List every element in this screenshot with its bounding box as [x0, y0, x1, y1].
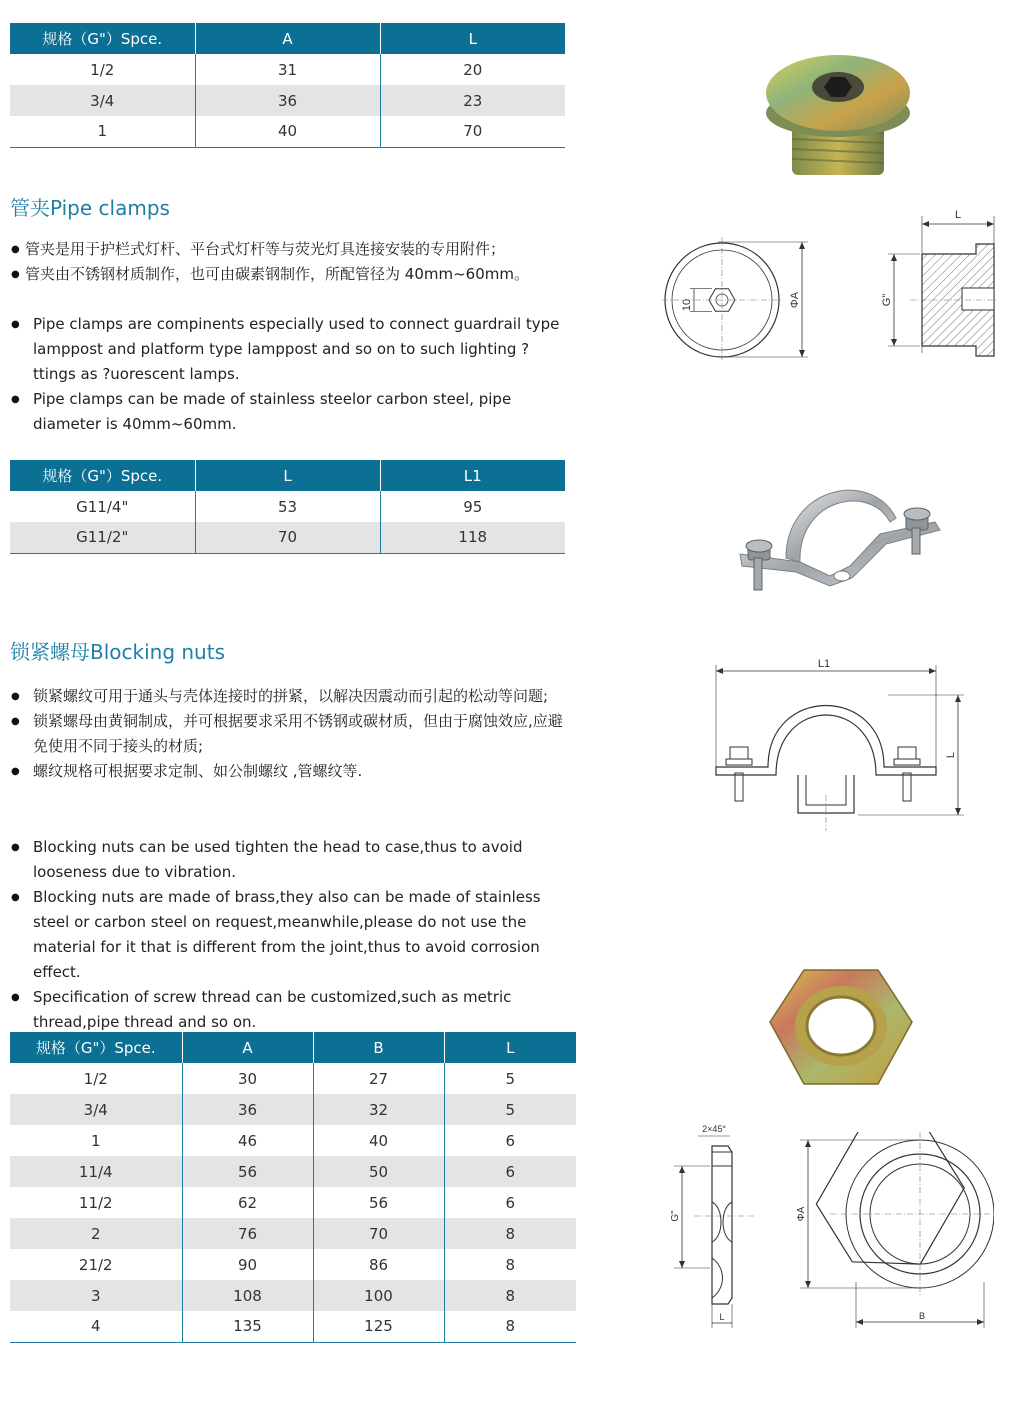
table-cell: 76 — [182, 1218, 313, 1249]
table-cell: 30 — [182, 1063, 313, 1094]
table-cell: 53 — [195, 491, 380, 522]
list-item: ● Specification of screw thread can be customized,such as metric thread,pipe thread and so on. — [10, 985, 575, 1035]
header-cell: B — [313, 1032, 444, 1063]
table-cell: 6 — [444, 1125, 576, 1156]
clamp-width-label: L1 — [817, 658, 831, 670]
table-cell: 3 — [10, 1280, 182, 1311]
table-cell: 90 — [182, 1249, 313, 1280]
table-cell: 11/2 — [78, 1193, 113, 1212]
table-cell: 1 — [10, 116, 195, 147]
blocking-nuts-title: 锁紧螺母Blocking nuts — [10, 640, 225, 664]
list-item: ● 管夹是用于护栏式灯杆、平台式灯杆等与荧光灯具连接安装的专用附件； — [10, 237, 570, 262]
header-cell: A — [195, 23, 380, 54]
table-cell: 3/4 — [10, 85, 195, 116]
table-cell: G11/2" — [10, 522, 195, 553]
list-item: ● 螺纹规格可根据要求定制、如公制螺纹 ,管螺纹等. — [10, 759, 575, 784]
table-cell: 70 — [195, 522, 380, 553]
table-row — [10, 1156, 576, 1187]
table-row — [10, 85, 565, 116]
nut-chamfer-label: 2×45° — [702, 1124, 726, 1134]
table-row — [10, 1125, 576, 1156]
table-cell: 56 — [313, 1187, 444, 1218]
clamp-height-label: L — [945, 751, 957, 759]
table-cell: 36 — [195, 85, 380, 116]
nut-across-label: B — [918, 1311, 926, 1321]
pipe-clamp-photo — [730, 458, 950, 608]
header-cell: 规格（G"）Spce. — [10, 23, 195, 54]
plug-spec-table — [10, 23, 565, 148]
list-item: ● 管夹由不锈钢材质制作，也可由碳素钢制作，所配管径为 40mm~60mm。 — [10, 262, 570, 287]
table-cell: 1 — [90, 1131, 101, 1150]
table-cell: 5 — [444, 1063, 576, 1094]
table-cell: 40 — [195, 116, 380, 147]
table-cell: 118 — [380, 522, 565, 553]
table-cell: 5 — [444, 1094, 576, 1125]
table-row — [10, 1063, 576, 1094]
plug-side-drawing — [880, 208, 998, 360]
blocking-nuts-en-list — [10, 835, 575, 1035]
table-cell: 3/4 — [10, 1094, 182, 1125]
table-cell: 6 — [444, 1156, 576, 1187]
header-cell: L1 — [380, 460, 565, 491]
blocking-nut-side-drawing — [664, 1118, 756, 1330]
table-cell: 31 — [195, 54, 380, 85]
blocking-nut-front-drawing — [790, 1132, 994, 1332]
table-row — [10, 1249, 576, 1280]
table-cell: 1/2 — [83, 1069, 108, 1088]
header-cell: A — [182, 1032, 313, 1063]
plug-hex-label: 10 — [681, 298, 693, 312]
pipe-clamps-cn-list — [10, 237, 570, 287]
table-cell: 8 — [444, 1280, 576, 1311]
pipe-clamp-drawing — [708, 655, 968, 835]
table-header-row — [10, 1032, 576, 1063]
nut-diameter-label: ΦA — [796, 1206, 807, 1222]
pipe-clamps-title: 管夹Pipe clamps — [10, 196, 170, 220]
table-header-row — [10, 23, 565, 54]
table-cell: 100 — [313, 1280, 444, 1311]
header-cell: 规格（G"）Spce. — [10, 460, 195, 491]
blocking-nuts-spec-table — [10, 1032, 576, 1343]
table-cell: 8 — [444, 1249, 576, 1280]
table-cell: 135 — [182, 1311, 313, 1342]
table-cell: 70 — [313, 1218, 444, 1249]
table-cell: 2 — [10, 1218, 182, 1249]
header-cell: 规格（G"）Spce. — [10, 1032, 182, 1063]
nut-thread-label: G" — [670, 1210, 681, 1222]
plug-front-drawing — [662, 232, 812, 362]
table-row — [10, 1094, 576, 1125]
pipe-clamps-en-list — [10, 312, 570, 437]
table-cell: 56 — [182, 1156, 313, 1187]
table-cell: 70 — [380, 116, 565, 147]
pipe-clamps-spec-table — [10, 460, 565, 554]
table-row — [10, 1280, 576, 1311]
list-item: ● Pipe clamps are compinents especially used to connect guardrail type lamppost and platform type lamppost and so on to such lighting ?ttings as ?uorescent lamps. — [10, 312, 570, 387]
header-cell: L — [444, 1032, 576, 1063]
table-cell: 11/4 — [10, 1156, 182, 1187]
blocking-nuts-cn-list — [10, 684, 575, 784]
table-cell: 125 — [313, 1311, 444, 1342]
table-row — [10, 1218, 576, 1249]
plug-photo — [758, 45, 918, 185]
table-cell: 32 — [313, 1094, 444, 1125]
table-cell: 62 — [182, 1187, 313, 1218]
table-cell: 27 — [313, 1063, 444, 1094]
table-cell: 36 — [182, 1094, 313, 1125]
plug-length-label: L — [954, 209, 962, 221]
nut-length-label: L — [719, 1312, 725, 1322]
table-cell: 108 — [182, 1280, 313, 1311]
table-row — [10, 116, 565, 147]
table-cell: 50 — [313, 1156, 444, 1187]
list-item: ● 锁紧螺母由黄铜制成，并可根据要求采用不锈钢或碳材质，但由于腐蚀效应,应避免使用不同于接头的材质; — [10, 709, 575, 759]
table-cell: 20 — [380, 54, 565, 85]
table-header-row — [10, 460, 565, 491]
list-item: ● 锁紧螺纹可用于通头与壳体连接时的拼紧，以解决因震动而引起的松动等问题; — [10, 684, 575, 709]
plug-diameter-label: ΦA — [789, 291, 801, 309]
table-cell: 8 — [444, 1218, 576, 1249]
blocking-nut-photo — [766, 966, 914, 1088]
list-item: ● Pipe clamps can be made of stainless steelor carbon steel, pipe diameter is 40mm~60mm. — [10, 387, 570, 437]
table-cell: G11/4" — [76, 497, 129, 516]
table-row — [10, 1311, 576, 1342]
table-cell: 21/2 — [78, 1255, 113, 1274]
table-cell: 23 — [380, 85, 565, 116]
list-item: ● Blocking nuts are made of brass,they also can be made of stainless steel or carbon steel on request,meanwhile,please do not use the material for it that is different from the joint,thus to avoid corrosion effect. — [10, 885, 575, 985]
table-row — [10, 1187, 576, 1218]
table-cell: 40 — [313, 1125, 444, 1156]
table-cell: 6 — [444, 1187, 576, 1218]
list-item: ● Blocking nuts can be used tighten the head to case,thus to avoid looseness due to vibration. — [10, 835, 575, 885]
table-cell: 46 — [182, 1125, 313, 1156]
header-cell: L — [195, 460, 380, 491]
table-cell: 4 — [10, 1311, 182, 1342]
header-cell: L — [380, 23, 565, 54]
table-row — [10, 522, 565, 553]
table-cell: 8 — [444, 1311, 576, 1342]
table-row — [10, 54, 565, 85]
table-cell: 86 — [313, 1249, 444, 1280]
table-row — [10, 491, 565, 522]
plug-thread-label: G" — [881, 293, 893, 307]
table-cell: 1/2 — [90, 60, 115, 79]
table-cell: 95 — [380, 491, 565, 522]
